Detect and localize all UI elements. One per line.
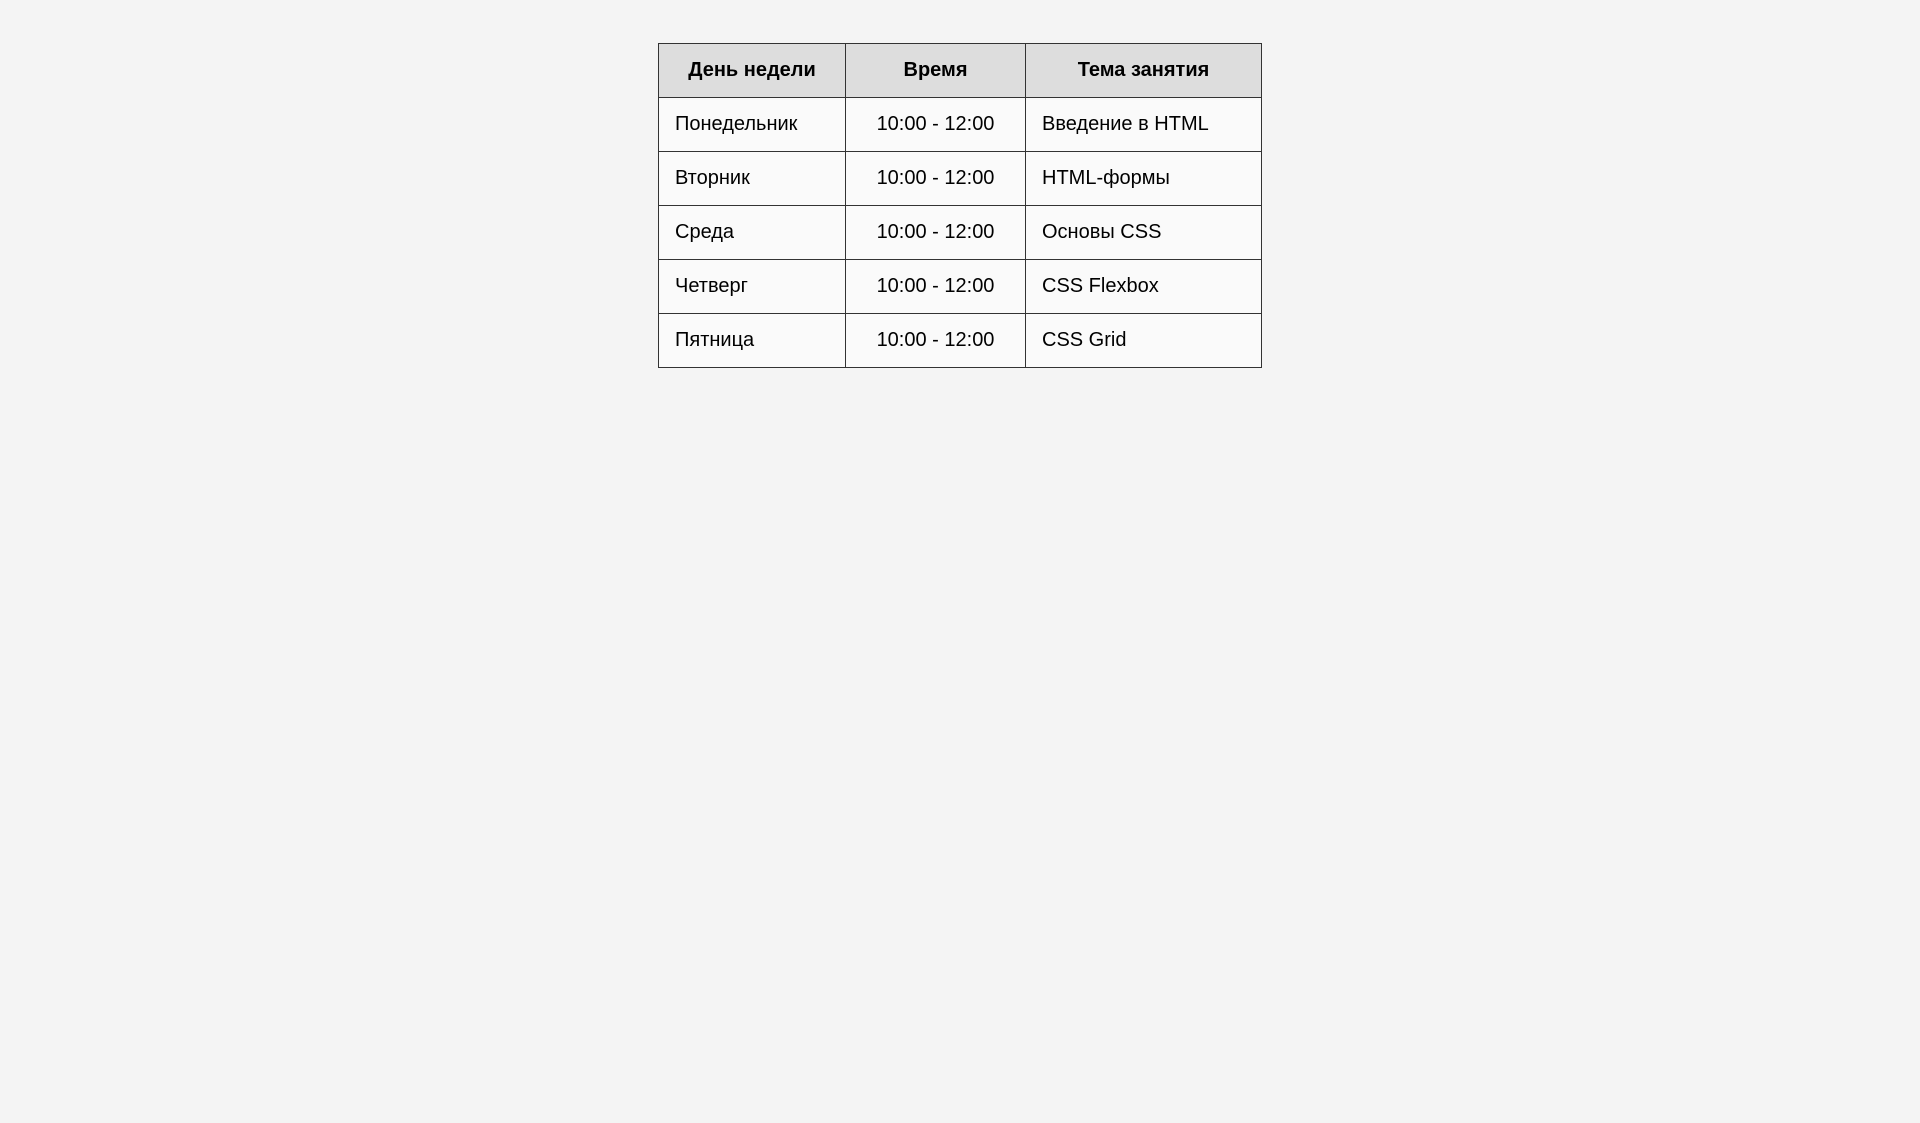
- column-header-topic: Тема занятия: [1026, 44, 1262, 98]
- cell-topic: HTML-формы: [1026, 152, 1262, 206]
- schedule-table: [658, 43, 1262, 368]
- cell-day: Пятница: [659, 314, 846, 368]
- column-header-day: День недели: [659, 44, 846, 98]
- table-header-row: [659, 44, 1262, 98]
- cell-topic: Основы CSS: [1026, 206, 1262, 260]
- cell-time: 10:00 - 12:00: [846, 98, 1026, 152]
- cell-day: Среда: [659, 206, 846, 260]
- cell-topic: CSS Flexbox: [1026, 260, 1262, 314]
- cell-time: 10:00 - 12:00: [846, 206, 1026, 260]
- cell-day: Четверг: [659, 260, 846, 314]
- cell-day: Понедельник: [659, 98, 846, 152]
- cell-topic: CSS Grid: [1026, 314, 1262, 368]
- table-row: [659, 314, 1262, 368]
- table-row: [659, 98, 1262, 152]
- table-row: [659, 206, 1262, 260]
- table-row: [659, 260, 1262, 314]
- cell-time: 10:00 - 12:00: [846, 260, 1026, 314]
- cell-topic: Введение в HTML: [1026, 98, 1262, 152]
- cell-time: 10:00 - 12:00: [846, 314, 1026, 368]
- cell-day: Вторник: [659, 152, 846, 206]
- column-header-time: Время: [846, 44, 1026, 98]
- table-row: [659, 152, 1262, 206]
- cell-time: 10:00 - 12:00: [846, 152, 1026, 206]
